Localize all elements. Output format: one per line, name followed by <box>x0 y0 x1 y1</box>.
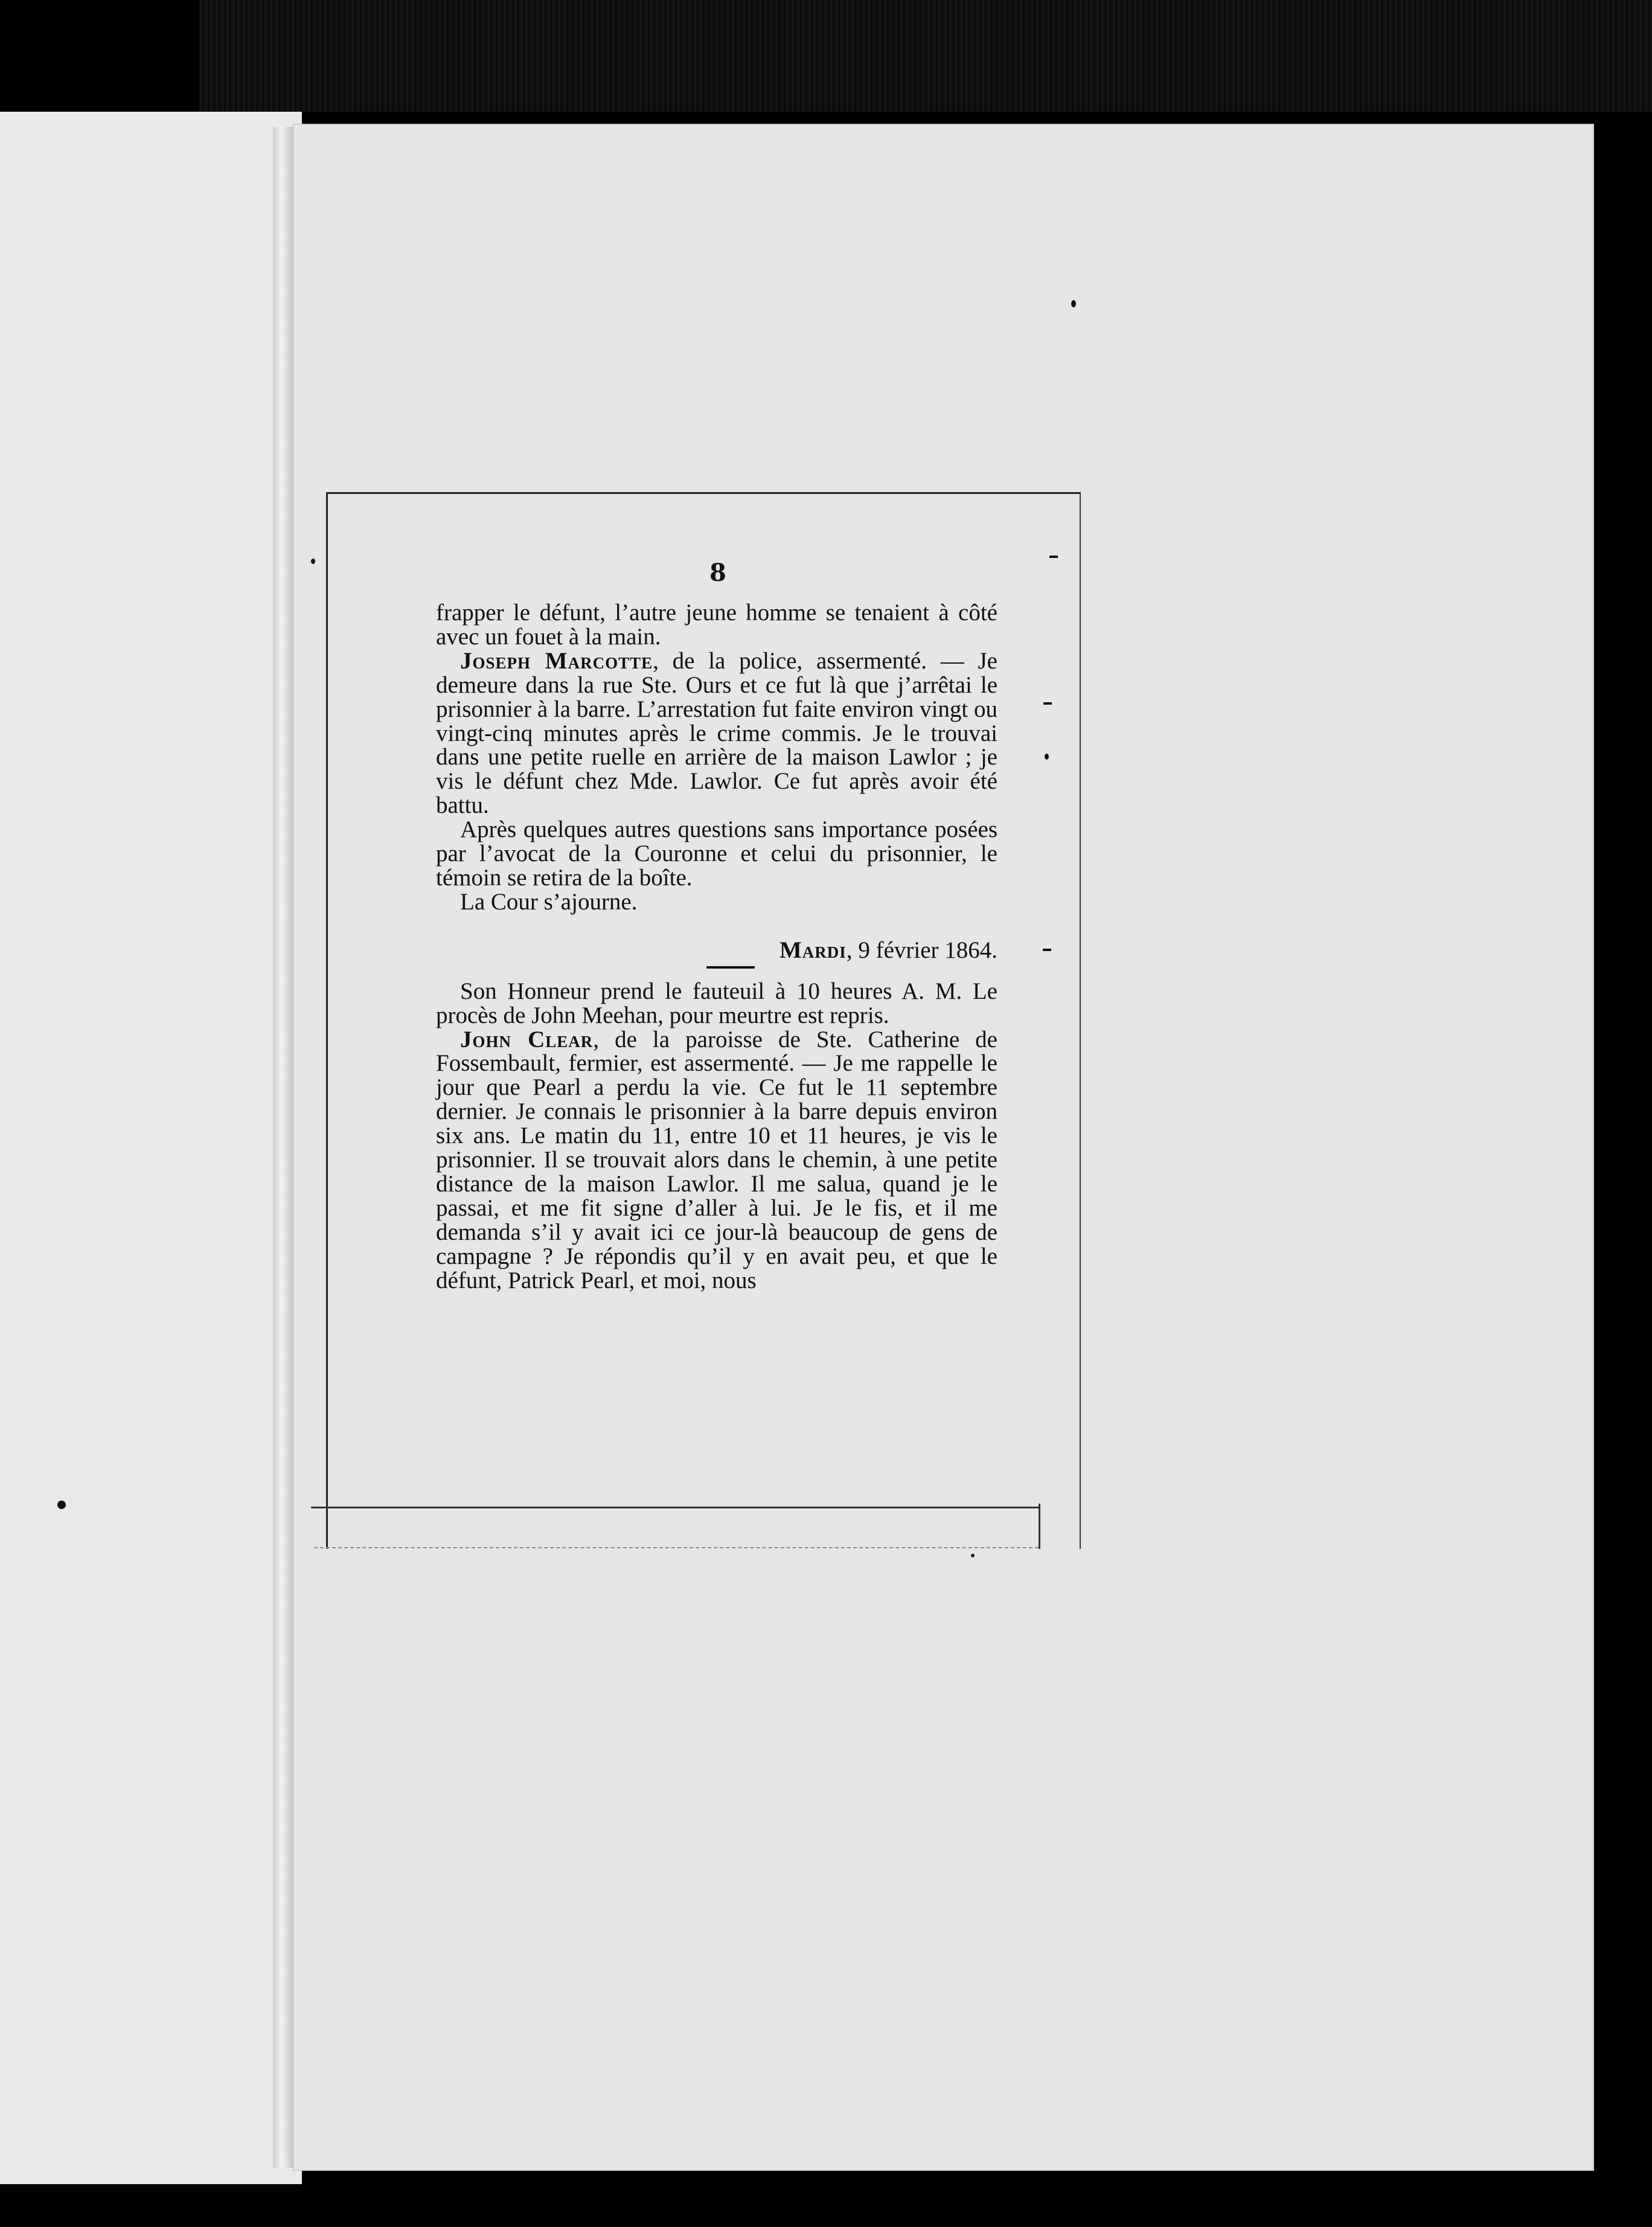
body-text <box>436 601 997 1292</box>
page-number: 8 <box>709 559 726 587</box>
printed-page-bottom-edge <box>314 1547 1039 1548</box>
ink-speck <box>1071 300 1076 307</box>
ink-dash <box>1049 556 1058 558</box>
spacer <box>436 914 997 938</box>
section-divider-rule <box>706 966 755 969</box>
paragraph-6-text: , de la paroisse de Ste. Catherine de Fossembault, fermier, est assermenté. — Je me rappelle le jour que Pearl a perdu la vie. Ce fut le 11 septembre dernier. Je connais le prisonnier à la barre depuis environ six ans. Le matin du 11, entre 10 et 11 heures, je vis le prisonnier. Il se trouvait alors dans le chemin, à une petite distance de la maison Lawlor. Il me salua, quand je le passai, et me fit signe d’aller à lui. Je le fis, et il me demanda s’il y avait ici ce jour-là beaucoup de gens de campagne ? Je répondis qu’il y en avait peu, et que le défunt, Patrick Pearl, et moi, nous <box>436 1026 997 1293</box>
paragraph-1: frapper le défunt, l’autre jeune homme se tenaient à côté avec un fouet à la main. <box>436 600 997 650</box>
ink-speck <box>1045 754 1049 760</box>
witness-name-marcotte: Joseph Marcotte <box>460 647 653 674</box>
scan-binding-texture <box>199 0 1652 112</box>
ink-dash <box>1043 949 1051 951</box>
spacer <box>436 963 997 979</box>
date-rest: , 9 février 1864. <box>846 937 997 963</box>
left-page-edge <box>273 127 295 2168</box>
paragraph-2 <box>436 649 997 818</box>
paragraph-3: Après quelques autres questions sans importance posées par l’avocat de la Couronne et celui du prisonnier, le témoin se retira de la boîte. <box>436 816 997 891</box>
paragraph-5: Son Honneur prend le fauteuil à 10 heures A. M. Le procès de John Meehan, pour meurtre est repris. <box>436 978 997 1028</box>
ink-dash <box>1043 702 1052 705</box>
date-day: Mardi <box>780 937 847 963</box>
witness-name-clear: John Clear <box>460 1026 594 1053</box>
ink-speck <box>971 1554 975 1557</box>
paragraph-6 <box>436 1028 997 1293</box>
paragraph-2-text: , de la police, assermenté. — Je demeure dans la rue Ste. Ours et ce fut là que j’arrêtai le prisonnier à la barre. L’arrestation fut faite environ vingt ou vingt-cinq minutes après le crime commis. Je le trouvai dans une petite ruelle en arrière de la maison Lawlor ; je vis le défunt chez Mde. Lawlor. Ce fut après avoir été battu. <box>436 647 997 819</box>
paragraph-4: La Cour s’ajourne. <box>460 888 638 915</box>
printed-page-bottom-rule <box>311 1507 1039 1508</box>
ink-speck <box>311 559 315 564</box>
scan-bottom-border <box>0 2184 1652 2227</box>
printed-page-corner-mark <box>1039 1504 1040 1549</box>
left-page <box>0 112 302 2184</box>
date-line <box>436 938 997 963</box>
ink-speck <box>57 1501 66 1509</box>
